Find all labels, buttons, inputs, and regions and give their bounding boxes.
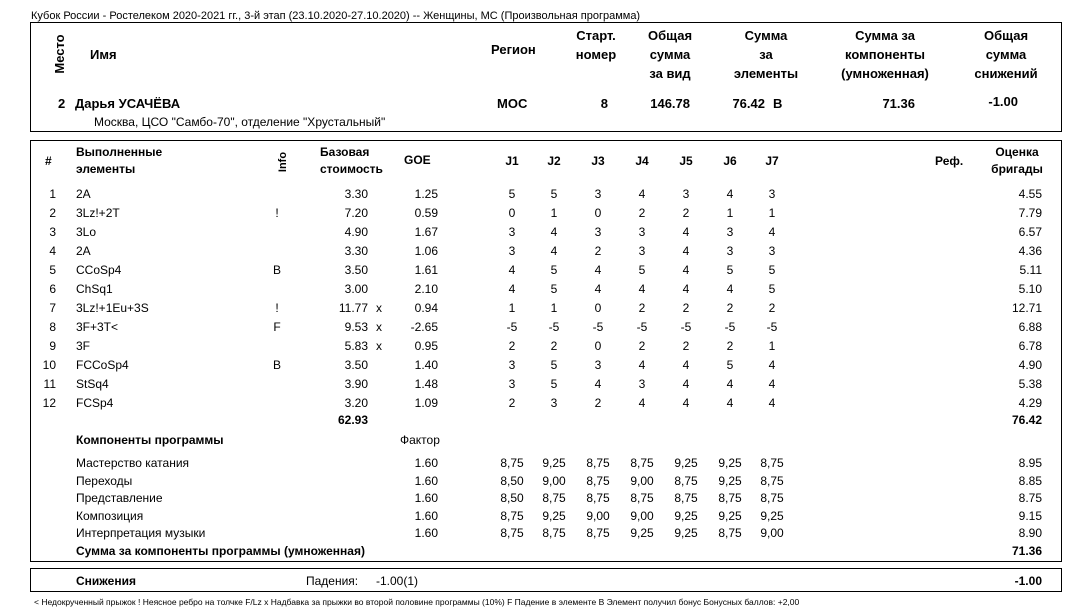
- judge-header-2: J2: [547, 154, 561, 168]
- athlete-total-deductions: -1.00: [988, 94, 1018, 109]
- name-header: Имя: [90, 47, 117, 62]
- element-number: 6: [49, 282, 56, 296]
- element-judge-score: 2: [550, 339, 558, 353]
- factor-header: Фактор: [400, 433, 440, 447]
- component-judge-score: 8,75: [500, 456, 524, 470]
- element-judge-score: 4: [726, 282, 734, 296]
- element-judge-score: 4: [508, 282, 516, 296]
- element-judge-score: 4: [682, 396, 690, 410]
- element-base-value: 3.20: [344, 396, 368, 410]
- component-judge-score: 9,25: [674, 526, 698, 540]
- element-judge-score: 2: [726, 339, 734, 353]
- athlete-club: Москва, ЦСО "Самбо-70", отделение "Хрустальный": [94, 115, 386, 129]
- elements-header: Выполненные элементы: [76, 145, 163, 176]
- component-name: Интерпретация музыки: [76, 526, 206, 540]
- element-goe: 1.48: [414, 377, 438, 391]
- element-panel-score: 4.55: [1018, 187, 1042, 201]
- element-name: StSq4: [76, 377, 109, 391]
- component-judge-score: 8,75: [586, 473, 610, 488]
- element-judge-score: 1: [768, 206, 776, 220]
- element-info: !: [275, 301, 279, 315]
- element-name: 2A: [76, 244, 91, 258]
- element-judge-score: 3: [594, 225, 602, 239]
- element-judge-score: 2: [638, 339, 646, 353]
- element-judge-score: 4: [768, 225, 776, 239]
- element-judge-score: 2: [726, 301, 734, 315]
- component-judge-score: 8,75: [630, 491, 654, 505]
- element-judge-score: -5: [548, 320, 560, 334]
- element-judge-score: 5: [550, 282, 558, 296]
- element-base-value: 5.83: [344, 339, 368, 353]
- element-judge-score: 2: [508, 339, 516, 353]
- component-score: 8.90: [1018, 526, 1042, 540]
- total-components-header: Сумма за компоненты (умноженная): [841, 28, 929, 81]
- info-header: Info: [277, 151, 289, 173]
- element-panel-score: 6.57: [1018, 225, 1042, 239]
- base-value-header: Базовая стоимость: [320, 145, 383, 176]
- element-judge-score: -5: [636, 320, 648, 334]
- element-judge-score: 3: [508, 377, 516, 391]
- element-judge-score: 4: [726, 396, 734, 410]
- judge-header-7: J7: [765, 154, 779, 168]
- component-judge-score: 9,00: [542, 473, 566, 488]
- element-goe: 1.61: [414, 263, 438, 277]
- element-judge-score: 3: [768, 187, 776, 201]
- component-judge-score: 8,75: [718, 526, 742, 540]
- element-name: ChSq1: [76, 282, 113, 296]
- element-base-value: 3.50: [344, 263, 368, 277]
- element-judge-score: 0: [594, 206, 602, 220]
- element-base-value: 3.00: [344, 282, 368, 296]
- component-judge-score: 8,75: [674, 473, 698, 488]
- judge-header-1: J1: [505, 154, 519, 168]
- element-judge-score: 3: [768, 244, 776, 258]
- element-goe: -2.65: [410, 320, 438, 334]
- element-judge-score: 3: [550, 396, 558, 410]
- components-sum-label: Сумма за компоненты программы (умноженная): [76, 544, 365, 558]
- element-number: 2: [49, 206, 56, 220]
- judge-header-5: J5: [679, 154, 693, 168]
- element-base-value: 11.77: [338, 301, 368, 315]
- element-judge-score: -5: [766, 320, 778, 334]
- element-judge-score: 4: [594, 282, 602, 296]
- component-judge-score: 8,75: [542, 491, 566, 505]
- element-judge-score: 4: [726, 377, 734, 391]
- element-judge-score: 4: [682, 244, 690, 258]
- element-judge-score: 4: [638, 396, 646, 410]
- element-base-value: 3.30: [344, 244, 368, 258]
- element-judge-score: 5: [550, 263, 558, 277]
- element-judge-score: 1: [768, 339, 776, 353]
- element-info: B: [272, 358, 281, 372]
- component-judge-score: 8,75: [586, 491, 610, 505]
- element-judge-score: 4: [682, 358, 690, 372]
- deductions-total: -1.00: [1014, 574, 1042, 588]
- deductions-label: Снижения: [76, 574, 136, 588]
- element-judge-score: 1: [726, 206, 734, 220]
- component-judge-score: 8,75: [500, 526, 524, 540]
- element-judge-score: 5: [550, 377, 558, 391]
- element-number: 4: [49, 244, 56, 258]
- panel-score-header: Оценка бригады: [991, 145, 1043, 176]
- component-judge-score: 9,00: [760, 526, 784, 540]
- element-judge-score: -5: [592, 320, 604, 334]
- component-judge-score: 8,75: [630, 456, 654, 470]
- components-sum: 71.36: [1011, 544, 1042, 558]
- element-judge-score: 5: [638, 263, 646, 277]
- element-base-value: 3.90: [344, 377, 368, 391]
- element-name: FCSp4: [76, 396, 114, 410]
- component-score: 9.15: [1018, 508, 1042, 523]
- component-factor: 1.60: [414, 456, 438, 470]
- component-judge-score: 8,75: [760, 473, 784, 488]
- element-number: 10: [42, 358, 56, 372]
- element-bonus-x: x: [376, 339, 382, 353]
- component-judge-score: 9,00: [630, 508, 654, 523]
- element-name: 3F: [76, 339, 91, 353]
- element-judge-score: 4: [638, 187, 646, 201]
- element-panel-score: 6.88: [1018, 320, 1042, 334]
- athlete-name: Дарья УСАЧЁВА: [75, 96, 181, 111]
- component-judge-score: 8,75: [586, 456, 610, 470]
- element-judge-score: 3: [726, 244, 734, 258]
- components-title: Компоненты программы: [76, 433, 224, 447]
- component-judge-score: 9,25: [718, 456, 742, 470]
- element-goe: 1.67: [414, 225, 438, 239]
- region-header: Регион: [491, 42, 536, 57]
- element-judge-score: 5: [726, 358, 734, 372]
- element-judge-score: 5: [768, 282, 776, 296]
- element-judge-score: 3: [638, 244, 646, 258]
- element-number: 1: [49, 187, 56, 201]
- component-judge-score: 8,75: [674, 491, 698, 505]
- element-number: 3: [49, 225, 56, 239]
- element-judge-score: 5: [768, 263, 776, 277]
- base-value-total: 62.93: [337, 413, 368, 427]
- deductions-box: [30, 568, 1062, 592]
- element-judge-score: 5: [726, 263, 734, 277]
- component-judge-score: 8,50: [500, 491, 524, 505]
- element-panel-score: 4.29: [1018, 396, 1042, 410]
- element-judge-score: 5: [508, 187, 516, 201]
- component-score: 8.85: [1018, 473, 1042, 488]
- component-judge-score: 8,75: [542, 526, 566, 540]
- element-info: !: [275, 206, 279, 220]
- element-goe: 0.95: [414, 339, 438, 353]
- element-judge-score: 2: [594, 396, 602, 410]
- element-number: 5: [49, 263, 56, 277]
- element-name: 3Lz!+1Eu+3S: [76, 301, 149, 315]
- judge-header-6: J6: [723, 154, 737, 168]
- element-judge-score: 3: [726, 225, 734, 239]
- component-name: Представление: [76, 491, 163, 505]
- element-judge-score: 4: [768, 358, 776, 372]
- element-panel-score: 7.79: [1018, 206, 1042, 220]
- component-judge-score: 9,25: [760, 508, 784, 523]
- element-name: CCoSp4: [76, 263, 122, 277]
- component-judge-score: 8,50: [500, 473, 524, 488]
- component-score: 8.75: [1018, 491, 1042, 505]
- element-judge-score: 2: [682, 206, 690, 220]
- component-judge-score: 8,75: [760, 456, 784, 470]
- total-segment-header: Общая сумма за вид: [647, 28, 693, 81]
- start-number-header: Старт. номер: [575, 28, 617, 62]
- element-name: FCCoSp4: [76, 358, 129, 372]
- element-judge-score: 3: [594, 187, 602, 201]
- element-judge-score: 3: [508, 358, 516, 372]
- element-judge-score: 1: [550, 206, 558, 220]
- element-judge-score: 3: [638, 377, 646, 391]
- element-panel-score: 5.38: [1018, 377, 1042, 391]
- component-judge-score: 9,25: [630, 526, 654, 540]
- element-judge-score: 2: [682, 339, 690, 353]
- element-judge-score: 4: [550, 244, 558, 258]
- judge-header-3: J3: [591, 154, 605, 168]
- element-judge-score: 4: [594, 377, 602, 391]
- goe-header: GOE: [404, 153, 431, 167]
- element-judge-score: 4: [768, 396, 776, 410]
- athlete-total-segment: 146.78: [650, 96, 690, 111]
- component-name: Композиция: [76, 508, 144, 523]
- component-judge-score: 9,25: [542, 508, 566, 523]
- element-goe: 0.59: [414, 206, 438, 220]
- element-judge-score: 2: [638, 301, 646, 315]
- component-judge-score: 8,75: [718, 491, 742, 505]
- component-judge-score: 9,00: [630, 473, 654, 488]
- total-elements-header: Сумма за элементы: [733, 28, 799, 81]
- element-panel-score: 4.90: [1018, 358, 1042, 372]
- component-judge-score: 8,75: [760, 491, 784, 505]
- element-judge-score: 0: [594, 339, 602, 353]
- element-judge-score: 2: [508, 396, 516, 410]
- element-judge-score: 3: [594, 358, 602, 372]
- element-judge-score: 4: [508, 263, 516, 277]
- element-base-value: 3.30: [344, 187, 368, 201]
- element-judge-score: 1: [508, 301, 516, 315]
- element-judge-score: 4: [682, 377, 690, 391]
- falls-value: -1.00(1): [376, 574, 419, 588]
- athlete-place: 2: [58, 96, 66, 111]
- falls-label: Падения:: [306, 574, 359, 588]
- element-judge-score: 3: [638, 225, 646, 239]
- element-judge-score: 4: [594, 263, 602, 277]
- element-judge-score: 4: [682, 225, 690, 239]
- element-name: 3Lo: [76, 225, 97, 239]
- elements-total: 76.42: [1011, 413, 1042, 427]
- component-factor: 1.60: [414, 508, 438, 523]
- component-judge-score: 9,25: [542, 456, 566, 470]
- place-header: Место: [52, 34, 67, 74]
- element-judge-score: 5: [550, 187, 558, 201]
- component-factor: 1.60: [414, 473, 438, 488]
- element-judge-score: 4: [726, 187, 734, 201]
- element-judge-score: 0: [508, 206, 516, 220]
- athlete-total-elements: 76.42: [732, 96, 765, 111]
- element-bonus-x: x: [376, 301, 382, 315]
- competition-title: Кубок России - Ростелеком 2020-2021 гг., 3-й этап (23.10.2020-27.10.2020) -- Женщины, МС (Произвольная программа): [31, 10, 641, 22]
- element-number: 8: [49, 320, 56, 334]
- component-name: Переходы: [76, 473, 133, 488]
- element-judge-score: 4: [638, 282, 646, 296]
- element-number: 9: [49, 339, 56, 353]
- element-base-value: 4.90: [344, 225, 368, 239]
- total-deductions-header: Общая сумма снижений: [974, 28, 1038, 81]
- component-judge-score: 9,25: [674, 508, 698, 523]
- athlete-total-components: 71.36: [882, 96, 915, 111]
- element-judge-score: 1: [550, 301, 558, 315]
- element-judge-score: 4: [768, 377, 776, 391]
- component-judge-score: 8,75: [500, 508, 524, 523]
- element-name: 2A: [76, 187, 91, 201]
- element-judge-score: 2: [682, 301, 690, 315]
- element-judge-score: 5: [550, 358, 558, 372]
- element-number: 11: [43, 377, 56, 391]
- element-judge-score: -5: [724, 320, 736, 334]
- judge-header-4: J4: [635, 154, 649, 168]
- element-name: 3Lz!+2T: [76, 206, 120, 220]
- element-judge-score: 2: [594, 244, 602, 258]
- element-judge-score: 3: [508, 244, 516, 258]
- element-judge-score: 2: [638, 206, 646, 220]
- element-info: F: [273, 320, 281, 334]
- element-info: B: [272, 263, 281, 277]
- element-judge-score: 4: [550, 225, 558, 239]
- component-judge-score: 9,00: [586, 508, 610, 523]
- element-judge-score: 4: [682, 282, 690, 296]
- element-judge-score: 2: [768, 301, 776, 315]
- component-judge-score: 9,25: [718, 473, 742, 488]
- ref-header: Реф.: [935, 154, 964, 168]
- component-name: Мастерство катания: [76, 456, 190, 470]
- component-score: 8.95: [1018, 456, 1042, 470]
- element-number: 12: [42, 396, 56, 410]
- component-judge-score: 9,25: [718, 508, 742, 523]
- element-judge-score: 4: [682, 263, 690, 277]
- element-goe: 1.25: [414, 187, 438, 201]
- athlete-region: MOC: [497, 96, 528, 111]
- element-name: 3F+3T<: [76, 320, 119, 334]
- component-judge-score: 9,25: [674, 456, 698, 470]
- element-judge-score: -5: [680, 320, 692, 334]
- element-panel-score: 12.71: [1011, 301, 1042, 315]
- element-panel-score: 5.11: [1019, 263, 1042, 277]
- element-base-value: 7.20: [344, 206, 368, 220]
- athlete-bonus-flag: B: [773, 96, 783, 111]
- element-goe: 1.09: [414, 396, 438, 410]
- element-panel-score: 6.78: [1018, 339, 1042, 353]
- athlete-start-number: 8: [600, 96, 608, 111]
- element-panel-score: 5.10: [1018, 282, 1042, 296]
- element-goe: 0.94: [414, 301, 438, 315]
- element-judge-score: -5: [506, 320, 518, 334]
- element-base-value: 9.53: [344, 320, 368, 334]
- element-bonus-x: x: [376, 320, 382, 334]
- element-goe: 2.10: [414, 282, 438, 296]
- element-judge-score: 3: [508, 225, 516, 239]
- element-goe: 1.40: [414, 358, 438, 372]
- component-factor: 1.60: [414, 526, 438, 540]
- element-goe: 1.06: [414, 244, 438, 258]
- component-judge-score: 8,75: [586, 526, 610, 540]
- element-panel-score: 4.36: [1018, 244, 1042, 258]
- element-num-header: #: [45, 154, 52, 168]
- element-judge-score: 4: [638, 358, 646, 372]
- element-judge-score: 0: [594, 301, 602, 315]
- element-base-value: 3.50: [344, 358, 368, 372]
- legend: < Недокрученный прыжок ! Неясное ребро на толчке F/Lz x Надбавка за прыжки во второй половине программы (10%) F Падение в элементе B Элемент получил бонус Бонусных баллов: +2,00: [34, 597, 800, 607]
- element-number: 7: [49, 301, 56, 315]
- element-judge-score: 3: [682, 187, 690, 201]
- component-factor: 1.60: [414, 491, 438, 505]
